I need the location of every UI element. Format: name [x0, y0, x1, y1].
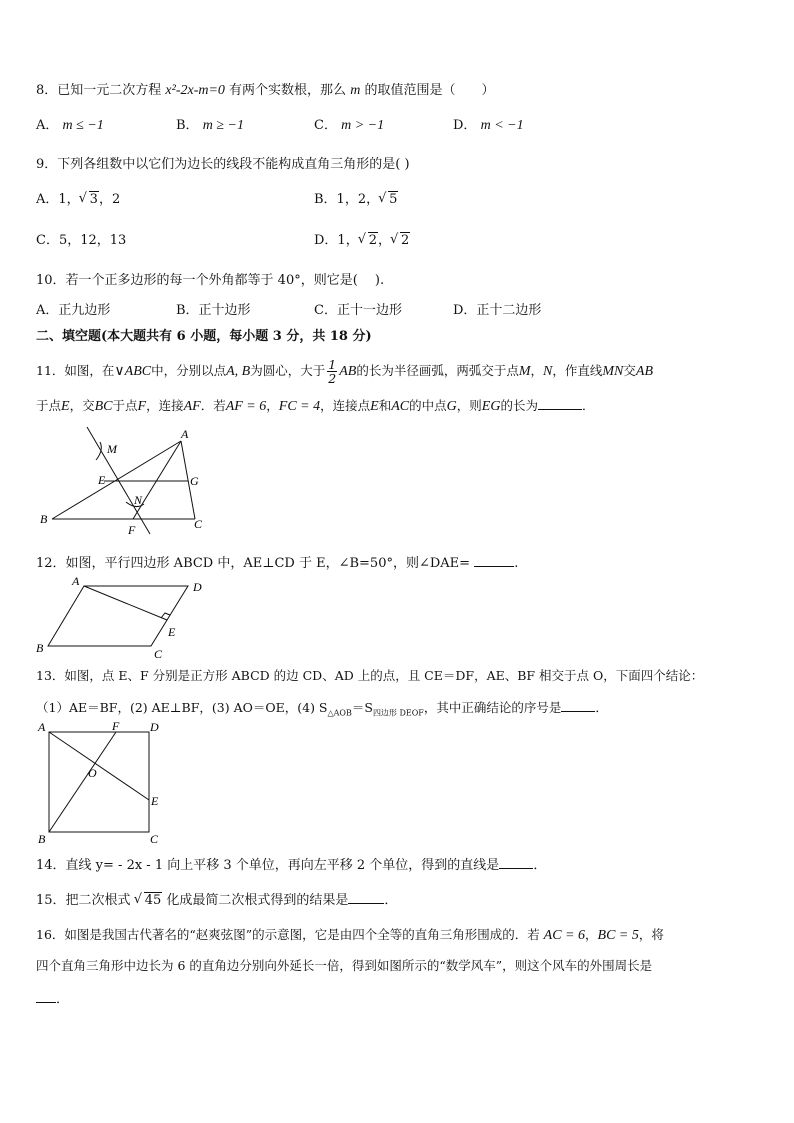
section-title-fill-blank: 二、填空题(本大题共有 6 小题，每小题 3 分，共 18 分)	[36, 329, 372, 344]
q11-label-f: F	[128, 523, 136, 536]
q12-label-d: D	[193, 580, 202, 594]
q11-line2: 于点E，交BC于点F，连接AF．若AF = 6，FC = 4，连接点E和AC的中点G，则EG的长为 ．	[36, 395, 594, 416]
q10-option-c: C．正十一边形	[314, 303, 402, 318]
q8-stem-b: 有两个实数根，那么	[224, 83, 351, 98]
q9-option-b: B．1，2，√ 5	[314, 191, 398, 209]
q14-stem: 14．直线 y= - 2x - 1 向上平移 3 个单位，再向左平移 2 个单位，得到的直线是 ．	[36, 854, 546, 875]
q13-label-a: A	[38, 720, 46, 734]
q16-line2: 四个直角三角形中边长为 6 的直角边分别向外延长一倍，得到如图所示的“数学风车”，则这个风车的外围周长是	[36, 958, 653, 973]
q12-answer-blank[interactable]	[474, 552, 514, 567]
q10-stem: 10．若一个正多边形的每一个外角都等于 40°，则它是( ).	[36, 273, 385, 288]
q9-option-c: C．5，12，13	[36, 233, 127, 248]
q8-option-b-value: m ≥ −1	[202, 118, 244, 133]
q8-option-c-value: m > −1	[341, 118, 385, 133]
q12-segment-ae	[84, 586, 167, 620]
q11-figure	[38, 424, 218, 536]
q12-figure	[36, 574, 216, 660]
q11-label-b: B	[40, 512, 48, 526]
q8-stem-c: 的取值范围是（ ）	[360, 83, 495, 98]
q8-equation: x²-2x-m=0	[165, 83, 225, 98]
q8-var: m	[350, 83, 361, 98]
q12-label-b: B	[36, 641, 44, 655]
q8-option-d: D． m < −1	[453, 118, 524, 133]
q13-figure	[36, 718, 166, 846]
q12-label-e: E	[168, 625, 176, 639]
q13-answer-blank[interactable]	[561, 697, 595, 712]
q13-segment-bf	[49, 732, 116, 832]
q12-stem: 12．如图，平行四边形 ABCD 中，AE⊥CD 于 E，∠B=50°，则∠DAE= .	[36, 552, 518, 573]
q8-option-d-value: m < −1	[480, 118, 524, 133]
q8-stem	[36, 82, 494, 100]
q16-answer-blank[interactable]	[36, 988, 56, 1003]
q11-label-m: M	[107, 442, 117, 456]
q11-answer-blank[interactable]	[538, 395, 582, 410]
q9-stem: 9．下列各组数中以它们为边长的线段不能构成直角三角形的是( )	[36, 157, 410, 172]
q10-option-a: A．正九边形	[36, 303, 111, 318]
q11-label-c: C	[194, 517, 203, 531]
q13-label-c: C	[150, 832, 159, 846]
q14-answer-blank[interactable]	[499, 854, 533, 869]
q13-label-o: O	[88, 766, 97, 780]
q11-label-e: E	[98, 473, 106, 487]
q11-line1: 11．如图，在∨ABC中，分别以点A, B为圆心，大于 $\frac{1}{2}$ AB的长为半径画弧，两弧交于点M，N，作直线MN交AB	[36, 357, 653, 386]
q8-option-a: A． m ≤ −1	[36, 118, 104, 133]
q15-answer-blank[interactable]	[348, 889, 384, 904]
q13-label-e: E	[151, 794, 159, 808]
q13-line2: （1）AE＝BF，(2) AE⊥BF，(3) AO＝OE，(4) $S_{\triangle AOB}=S_{四边形 DEOF}$，其中正确结论的序号是 ．	[36, 697, 608, 723]
q11-label-a: A	[181, 427, 189, 441]
q16-line3: ．	[36, 988, 69, 1009]
q9-option-a: A．1，√ 3，2	[36, 191, 120, 209]
q11-fraction: $\frac{1}{2}$	[328, 357, 337, 386]
q12-label-a: A	[72, 574, 80, 588]
q8-stem-a: 8．已知一元二次方程	[36, 83, 166, 98]
q13-line1: 13．如图，点 E、F 分别是正方形 ABCD 的边 CD、AD 上的点，且 CE＝DF，AE、BF 相交于点 O，下面四个结论：	[36, 668, 704, 683]
q11-label-g: G	[190, 474, 199, 488]
q8-option-b: B． m ≥ −1	[176, 118, 244, 133]
q11-segment-af	[133, 441, 181, 519]
q8-option-c: C． m > −1	[314, 118, 385, 133]
q12-label-c: C	[154, 647, 163, 660]
q8-option-a-value: m ≤ −1	[62, 118, 104, 133]
q13-segment-ae	[49, 732, 149, 800]
q12-parallelogram	[48, 586, 188, 646]
q13-square	[49, 732, 149, 832]
q11-label-n: N	[134, 493, 143, 507]
q11-arc-m	[96, 442, 101, 460]
q13-label-f: F	[112, 719, 120, 733]
q10-option-b: B．正十边形	[176, 303, 251, 318]
q10-option-d: D．正十二边形	[453, 303, 542, 318]
q9-option-d: D．1，√ 2，√ 2	[314, 232, 410, 250]
q13-label-d: D	[150, 720, 159, 734]
q15-stem: 15．把二次根式 √ 45 化成最简二次根式得到的结果是 ．	[36, 889, 397, 910]
q13-label-b: B	[38, 832, 46, 846]
q16-line1: 16．如图是我国古代著名的“赵爽弦图”的示意图，它是由四个全等的直角三角形围成的．若 AC = 6，BC = 5，将	[36, 927, 664, 943]
